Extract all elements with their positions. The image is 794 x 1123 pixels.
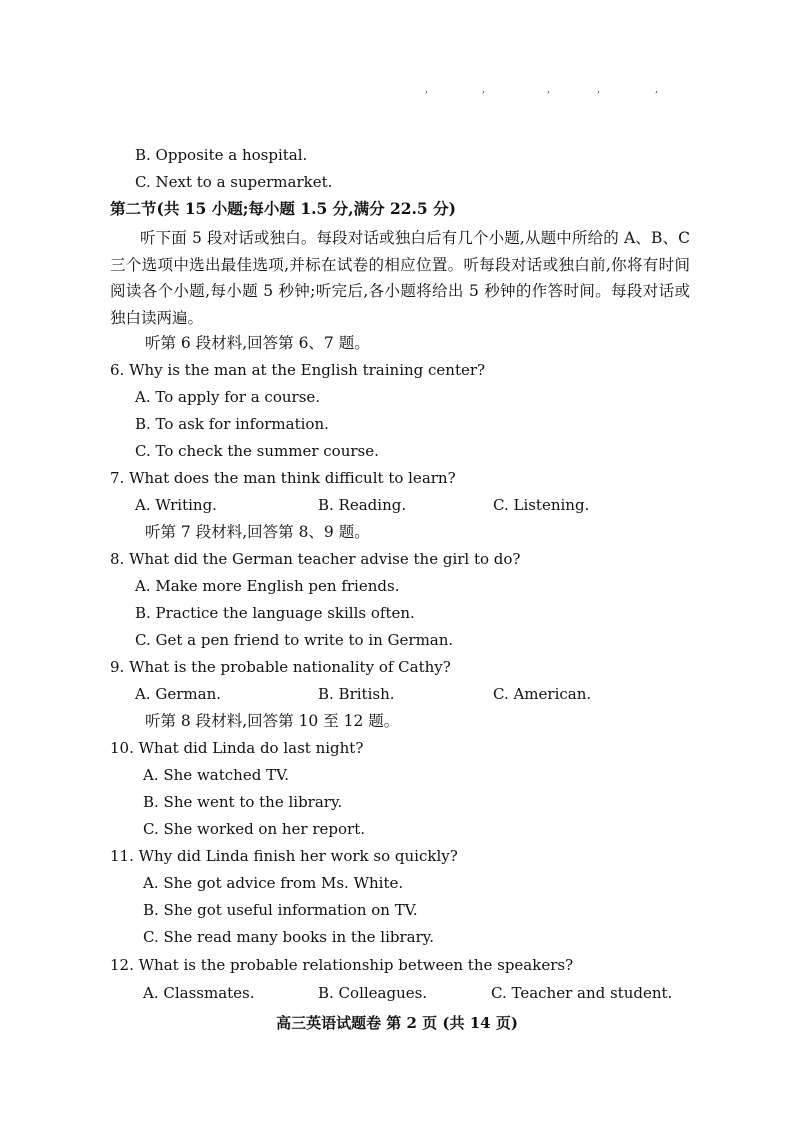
question-10-option-b: B. She went to the library. — [143, 793, 343, 811]
question-6-option-c: C. To check the summer course. — [135, 442, 379, 460]
question-8-stem: 8. What did the German teacher advise the girl to do? — [110, 550, 521, 568]
group-8-header: 听第 8 段材料,回答第 10 至 12 题。 — [145, 712, 400, 730]
question-9-stem: 9. What is the probable nationality of Cathy? — [110, 658, 451, 676]
header-mark: , — [482, 84, 486, 95]
question-11-option-a: A. She got advice from Ms. White. — [143, 874, 404, 892]
section-instructions: 听下面 5 段对话或独白。每段对话或独白后有几个小题,从题中所给的 A、B、C 三个选项中选出最佳选项,并标在试卷的相应位置。听每段对话或独白前,你将有时间阅读各个小题,每小题 5 秒钟;听完后,各小题将给出 5 秒钟的作答时间。每段对话或独白读两遍。 — [110, 229, 690, 328]
page-footer: 高三英语试题卷 第 2 页 (共 14 页) — [276, 1014, 518, 1032]
header-mark: , — [547, 84, 551, 95]
question-6-option-a: A. To apply for a course. — [135, 388, 321, 406]
question-12-option-a: A. Classmates. — [143, 984, 255, 1002]
question-9-option-b: B. British. — [318, 685, 395, 703]
question-12-stem: 12. What is the probable relationship between the speakers? — [110, 956, 574, 974]
question-9-option-c: C. American. — [493, 685, 592, 703]
question-7-option-a: A. Writing. — [135, 496, 217, 514]
group-7-header: 听第 7 段材料,回答第 8、9 题。 — [145, 523, 370, 541]
group-6-header: 听第 6 段材料,回答第 6、7 题。 — [145, 334, 370, 352]
header-marks — [420, 84, 680, 100]
prev-option-b: B. Opposite a hospital. — [135, 146, 308, 164]
section-title: 第二节(共 15 小题;每小题 1.5 分,满分 22.5 分) — [110, 199, 456, 218]
question-9-option-a: A. German. — [135, 685, 221, 703]
question-11-option-b: B. She got useful information on TV. — [143, 901, 418, 919]
question-10-option-a: A. She watched TV. — [143, 766, 290, 784]
question-10-stem: 10. What did Linda do last night? — [110, 739, 364, 757]
header-mark: , — [597, 84, 601, 95]
question-6-stem: 6. Why is the man at the English training center? — [110, 361, 486, 379]
question-11-option-c: C. She read many books in the library. — [143, 928, 434, 946]
question-7-stem: 7. What does the man think difficult to learn? — [110, 469, 456, 487]
question-12-option-b: B. Colleagues. — [318, 984, 428, 1002]
header-mark: , — [655, 84, 659, 95]
question-7-option-c: C. Listening. — [493, 496, 590, 514]
question-8-option-c: C. Get a pen friend to write to in German. — [135, 631, 454, 649]
question-8-option-a: A. Make more English pen friends. — [135, 577, 400, 595]
question-6-option-b: B. To ask for information. — [135, 415, 329, 433]
question-11-stem: 11. Why did Linda finish her work so quickly? — [110, 847, 458, 865]
header-mark: , — [425, 84, 429, 95]
question-8-option-b: B. Practice the language skills often. — [135, 604, 415, 622]
question-7-option-b: B. Reading. — [318, 496, 407, 514]
prev-option-c: C. Next to a supermarket. — [135, 173, 333, 191]
question-10-option-c: C. She worked on her report. — [143, 820, 366, 838]
question-12-option-c: C. Teacher and student. — [491, 984, 673, 1002]
